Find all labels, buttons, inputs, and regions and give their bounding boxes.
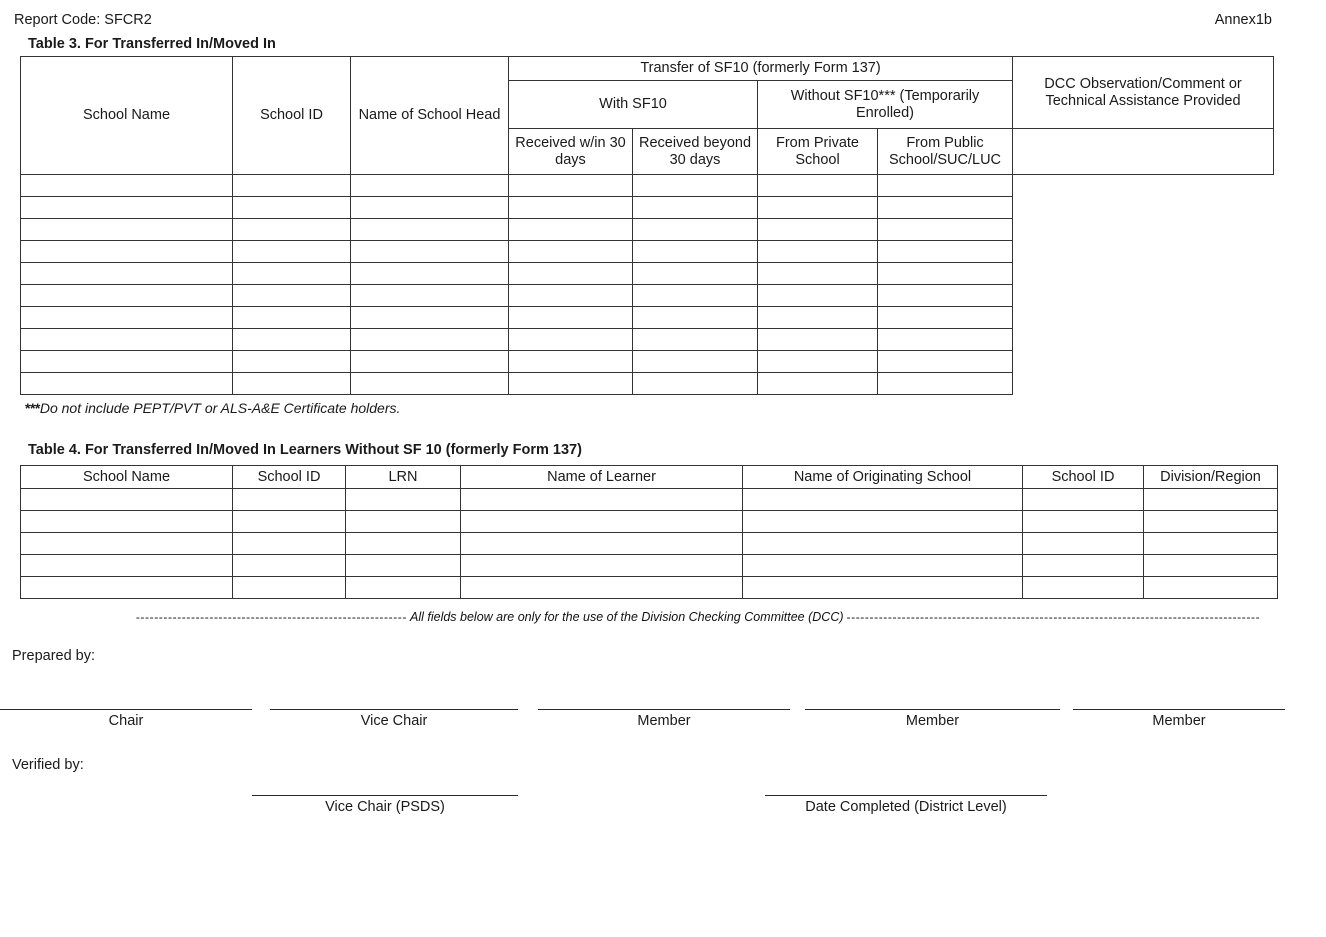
table3-cell[interactable] (351, 285, 509, 307)
table4-th-school-id-5: School ID (1023, 466, 1144, 489)
table3-cell[interactable] (21, 219, 233, 241)
table3-cell[interactable] (509, 263, 633, 285)
verified-by-signature-label-1: Date Completed (District Level) (805, 799, 1007, 815)
table4-cell[interactable] (21, 533, 233, 555)
table4-th-school-name-0: School Name (21, 466, 233, 489)
table3-cell[interactable] (21, 307, 233, 329)
table3-cell[interactable] (878, 329, 1013, 351)
table4-cell[interactable] (21, 511, 233, 533)
table3-cell[interactable] (351, 263, 509, 285)
table3-cell[interactable] (509, 175, 633, 197)
table-row (21, 373, 1274, 395)
table3-th-with-sf10: With SF10 (509, 81, 758, 129)
table3-transferred-in-moved-in (20, 56, 1274, 395)
table3-cell[interactable] (878, 241, 1013, 263)
table3-cell[interactable] (633, 219, 758, 241)
prepared-by-signature-label-4: Member (1152, 713, 1206, 729)
table3-cell[interactable] (509, 285, 633, 307)
table3-footnote (25, 400, 400, 416)
table3-th-received-beyond-30-days: Received beyond 30 days (633, 129, 758, 175)
table4-cell[interactable] (1144, 555, 1278, 577)
prepared-by-signature-label-2: Member (637, 713, 691, 729)
table-row (21, 285, 1274, 307)
table4-caption: Table 4. For Transferred In/Moved In Learners Without SF 10 (formerly Form 137) (28, 442, 582, 458)
table4-cell[interactable] (233, 489, 346, 511)
table4-cell[interactable] (1144, 489, 1278, 511)
table3-cell[interactable] (633, 241, 758, 263)
table3-cell[interactable] (233, 329, 351, 351)
table3-cell[interactable] (21, 351, 233, 373)
footnote-text: Do not include PEPT/PVT or ALS-A&E Certificate holders. (39, 400, 401, 416)
table-row (21, 351, 1274, 373)
table4-cell[interactable] (1144, 511, 1278, 533)
table3-cell[interactable] (633, 263, 758, 285)
dcc-notice-dash-left: ----------------------------------------------------------- (135, 610, 407, 624)
table3-cell[interactable] (233, 175, 351, 197)
prepared-by-signature-label-1: Vice Chair (360, 713, 428, 729)
table3-th-dcc-observation: DCC Observation/Comment or Technical Assistance Provided (1013, 57, 1274, 129)
table3-cell[interactable] (351, 175, 509, 197)
table3-cell[interactable] (633, 351, 758, 373)
verified-by-label: Verified by: (12, 757, 84, 773)
table3-th-transfer-group: Transfer of SF10 (formerly Form 137) (509, 57, 1013, 81)
table3-cell[interactable] (21, 329, 233, 351)
table3-cell[interactable] (233, 219, 351, 241)
table4-cell[interactable] (1023, 533, 1144, 555)
table4-cell[interactable] (21, 577, 233, 599)
table4-cell[interactable] (346, 577, 461, 599)
table4-cell[interactable] (346, 511, 461, 533)
table4-cell[interactable] (233, 555, 346, 577)
table-row (21, 175, 1274, 197)
table4-cell[interactable] (743, 555, 1023, 577)
table4-cell[interactable] (461, 533, 743, 555)
table3-caption: Table 3. For Transferred In/Moved In (28, 36, 276, 52)
table3-cell[interactable] (351, 197, 509, 219)
table4-th-division-region-6: Division/Region (1144, 466, 1278, 489)
table3-cell[interactable] (633, 329, 758, 351)
table3-th-school-id: School ID (233, 57, 351, 175)
table3-cell[interactable] (878, 285, 1013, 307)
table-row (21, 241, 1274, 263)
table4-cell[interactable] (461, 511, 743, 533)
prepared-by-label: Prepared by: (12, 648, 96, 664)
verified-by-signature-line-0[interactable] (252, 795, 518, 796)
table4-th-lrn-2: LRN (346, 466, 461, 489)
table3-dcc-observation-cell[interactable] (1013, 129, 1274, 175)
annex-label: Annex1b (1214, 12, 1272, 28)
prepared-by-signature-line-3[interactable] (805, 709, 1060, 710)
report-code-label: Report Code: SFCR2 (14, 12, 152, 28)
table3-cell[interactable] (509, 241, 633, 263)
table3-cell[interactable] (758, 329, 878, 351)
table3-cell[interactable] (21, 263, 233, 285)
prepared-by-signature-line-0[interactable] (0, 709, 252, 710)
prepared-by-signature-label-0: Chair (108, 713, 144, 729)
table3-th-school-name: School Name (21, 57, 233, 175)
table4-cell[interactable] (1144, 577, 1278, 599)
table3-cell[interactable] (758, 307, 878, 329)
dcc-only-notice (52, 610, 1284, 624)
table4-cell[interactable] (461, 555, 743, 577)
table4-cell[interactable] (233, 577, 346, 599)
prepared-by-signature-label-3: Member (905, 713, 960, 729)
prepared-by-signature-line-2[interactable] (538, 709, 790, 710)
table4-cell[interactable] (233, 511, 346, 533)
table3-cell[interactable] (758, 175, 878, 197)
table4-cell[interactable] (233, 533, 346, 555)
table4-cell[interactable] (21, 555, 233, 577)
table4-th-name-of-originating-school-4: Name of Originating School (743, 466, 1023, 489)
table3-th-from-private-school: From Private School (758, 129, 878, 175)
prepared-by-signature-line-1[interactable] (270, 709, 518, 710)
table-row (21, 555, 1278, 577)
table4-cell[interactable] (743, 577, 1023, 599)
table4-cell[interactable] (743, 533, 1023, 555)
table3-cell[interactable] (509, 197, 633, 219)
table3-cell[interactable] (758, 351, 878, 373)
table-row (21, 329, 1274, 351)
table3-cell[interactable] (633, 307, 758, 329)
table3-cell[interactable] (233, 197, 351, 219)
table3-cell[interactable] (233, 241, 351, 263)
table3-cell[interactable] (633, 285, 758, 307)
table4-cell[interactable] (1144, 533, 1278, 555)
table3-cell[interactable] (21, 175, 233, 197)
dcc-notice-text: All fields below are only for the use of the Division Checking Committee (DCC) (410, 610, 844, 624)
table3-cell[interactable] (351, 351, 509, 373)
table4-cell[interactable] (1023, 511, 1144, 533)
table3-cell[interactable] (878, 219, 1013, 241)
table-row (21, 197, 1274, 219)
table-row (21, 489, 1278, 511)
document-meta-row (14, 12, 1272, 28)
table3-cell[interactable] (233, 373, 351, 395)
table4-cell[interactable] (743, 511, 1023, 533)
table3-cell[interactable] (21, 285, 233, 307)
table-row (21, 577, 1278, 599)
table3-cell[interactable] (758, 197, 878, 219)
table4-cell[interactable] (1023, 555, 1144, 577)
table4-cell[interactable] (461, 489, 743, 511)
table3-cell[interactable] (758, 285, 878, 307)
table3-cell[interactable] (758, 263, 878, 285)
table3-cell[interactable] (633, 373, 758, 395)
table-row (21, 263, 1274, 285)
table3-cell[interactable] (878, 373, 1013, 395)
table-row (21, 533, 1278, 555)
table3-cell[interactable] (351, 329, 509, 351)
table4-cell[interactable] (21, 489, 233, 511)
table3-cell[interactable] (758, 219, 878, 241)
table4-th-name-of-learner-3: Name of Learner (461, 466, 743, 489)
table3-cell[interactable] (878, 263, 1013, 285)
table4-cell[interactable] (346, 489, 461, 511)
table3-body (21, 175, 1274, 395)
table3-th-received-within-30-days: Received w/in 30 days (509, 129, 633, 175)
table3-th-without-sf10: Without SF10*** (Temporarily Enrolled) (758, 81, 1013, 129)
table3-cell[interactable] (633, 175, 758, 197)
table3-cell[interactable] (758, 241, 878, 263)
table3-cell[interactable] (351, 241, 509, 263)
table4-cell[interactable] (743, 489, 1023, 511)
table3-cell[interactable] (21, 197, 233, 219)
table3-cell[interactable] (351, 373, 509, 395)
table4-cell[interactable] (346, 555, 461, 577)
table3-header (21, 57, 1274, 175)
table4-cell[interactable] (461, 577, 743, 599)
table4-transferred-in-without-sf10 (20, 465, 1278, 599)
table-row (21, 219, 1274, 241)
table4-cell[interactable] (1023, 577, 1144, 599)
table3-cell[interactable] (509, 373, 633, 395)
table3-cell[interactable] (233, 351, 351, 373)
table3-cell[interactable] (509, 351, 633, 373)
dcc-notice-dash-right: ------------------------------------------------------------------------------------------ (846, 610, 1261, 624)
prepared-by-signature-line-4[interactable] (1073, 709, 1285, 710)
table3-cell[interactable] (509, 307, 633, 329)
table3-cell[interactable] (233, 285, 351, 307)
footnote-marker: *** (25, 400, 40, 416)
table3-cell[interactable] (509, 219, 633, 241)
table3-cell[interactable] (878, 351, 1013, 373)
table3-cell[interactable] (351, 307, 509, 329)
table3-cell[interactable] (351, 219, 509, 241)
table4-body (21, 489, 1278, 599)
table4-th-school-id-1: School ID (233, 466, 346, 489)
table3-cell[interactable] (878, 197, 1013, 219)
table4-cell[interactable] (1023, 489, 1144, 511)
table3-cell[interactable] (509, 329, 633, 351)
table-row (21, 307, 1274, 329)
table3-cell[interactable] (233, 263, 351, 285)
table3-cell[interactable] (233, 307, 351, 329)
table3-th-from-public-school: From Public School/SUC/LUC (878, 129, 1013, 175)
table3-cell[interactable] (633, 197, 758, 219)
table3-cell[interactable] (758, 373, 878, 395)
table3-cell[interactable] (878, 307, 1013, 329)
table3-cell[interactable] (878, 175, 1013, 197)
table-row (21, 511, 1278, 533)
table3-cell[interactable] (21, 241, 233, 263)
table3-th-name-of-school-head: Name of School Head (351, 57, 509, 175)
table3-cell[interactable] (21, 373, 233, 395)
table4-cell[interactable] (346, 533, 461, 555)
verified-by-signature-label-0: Vice Chair (PSDS) (325, 799, 445, 815)
table4-header-row (21, 466, 1278, 489)
verified-by-signature-line-1[interactable] (765, 795, 1047, 796)
